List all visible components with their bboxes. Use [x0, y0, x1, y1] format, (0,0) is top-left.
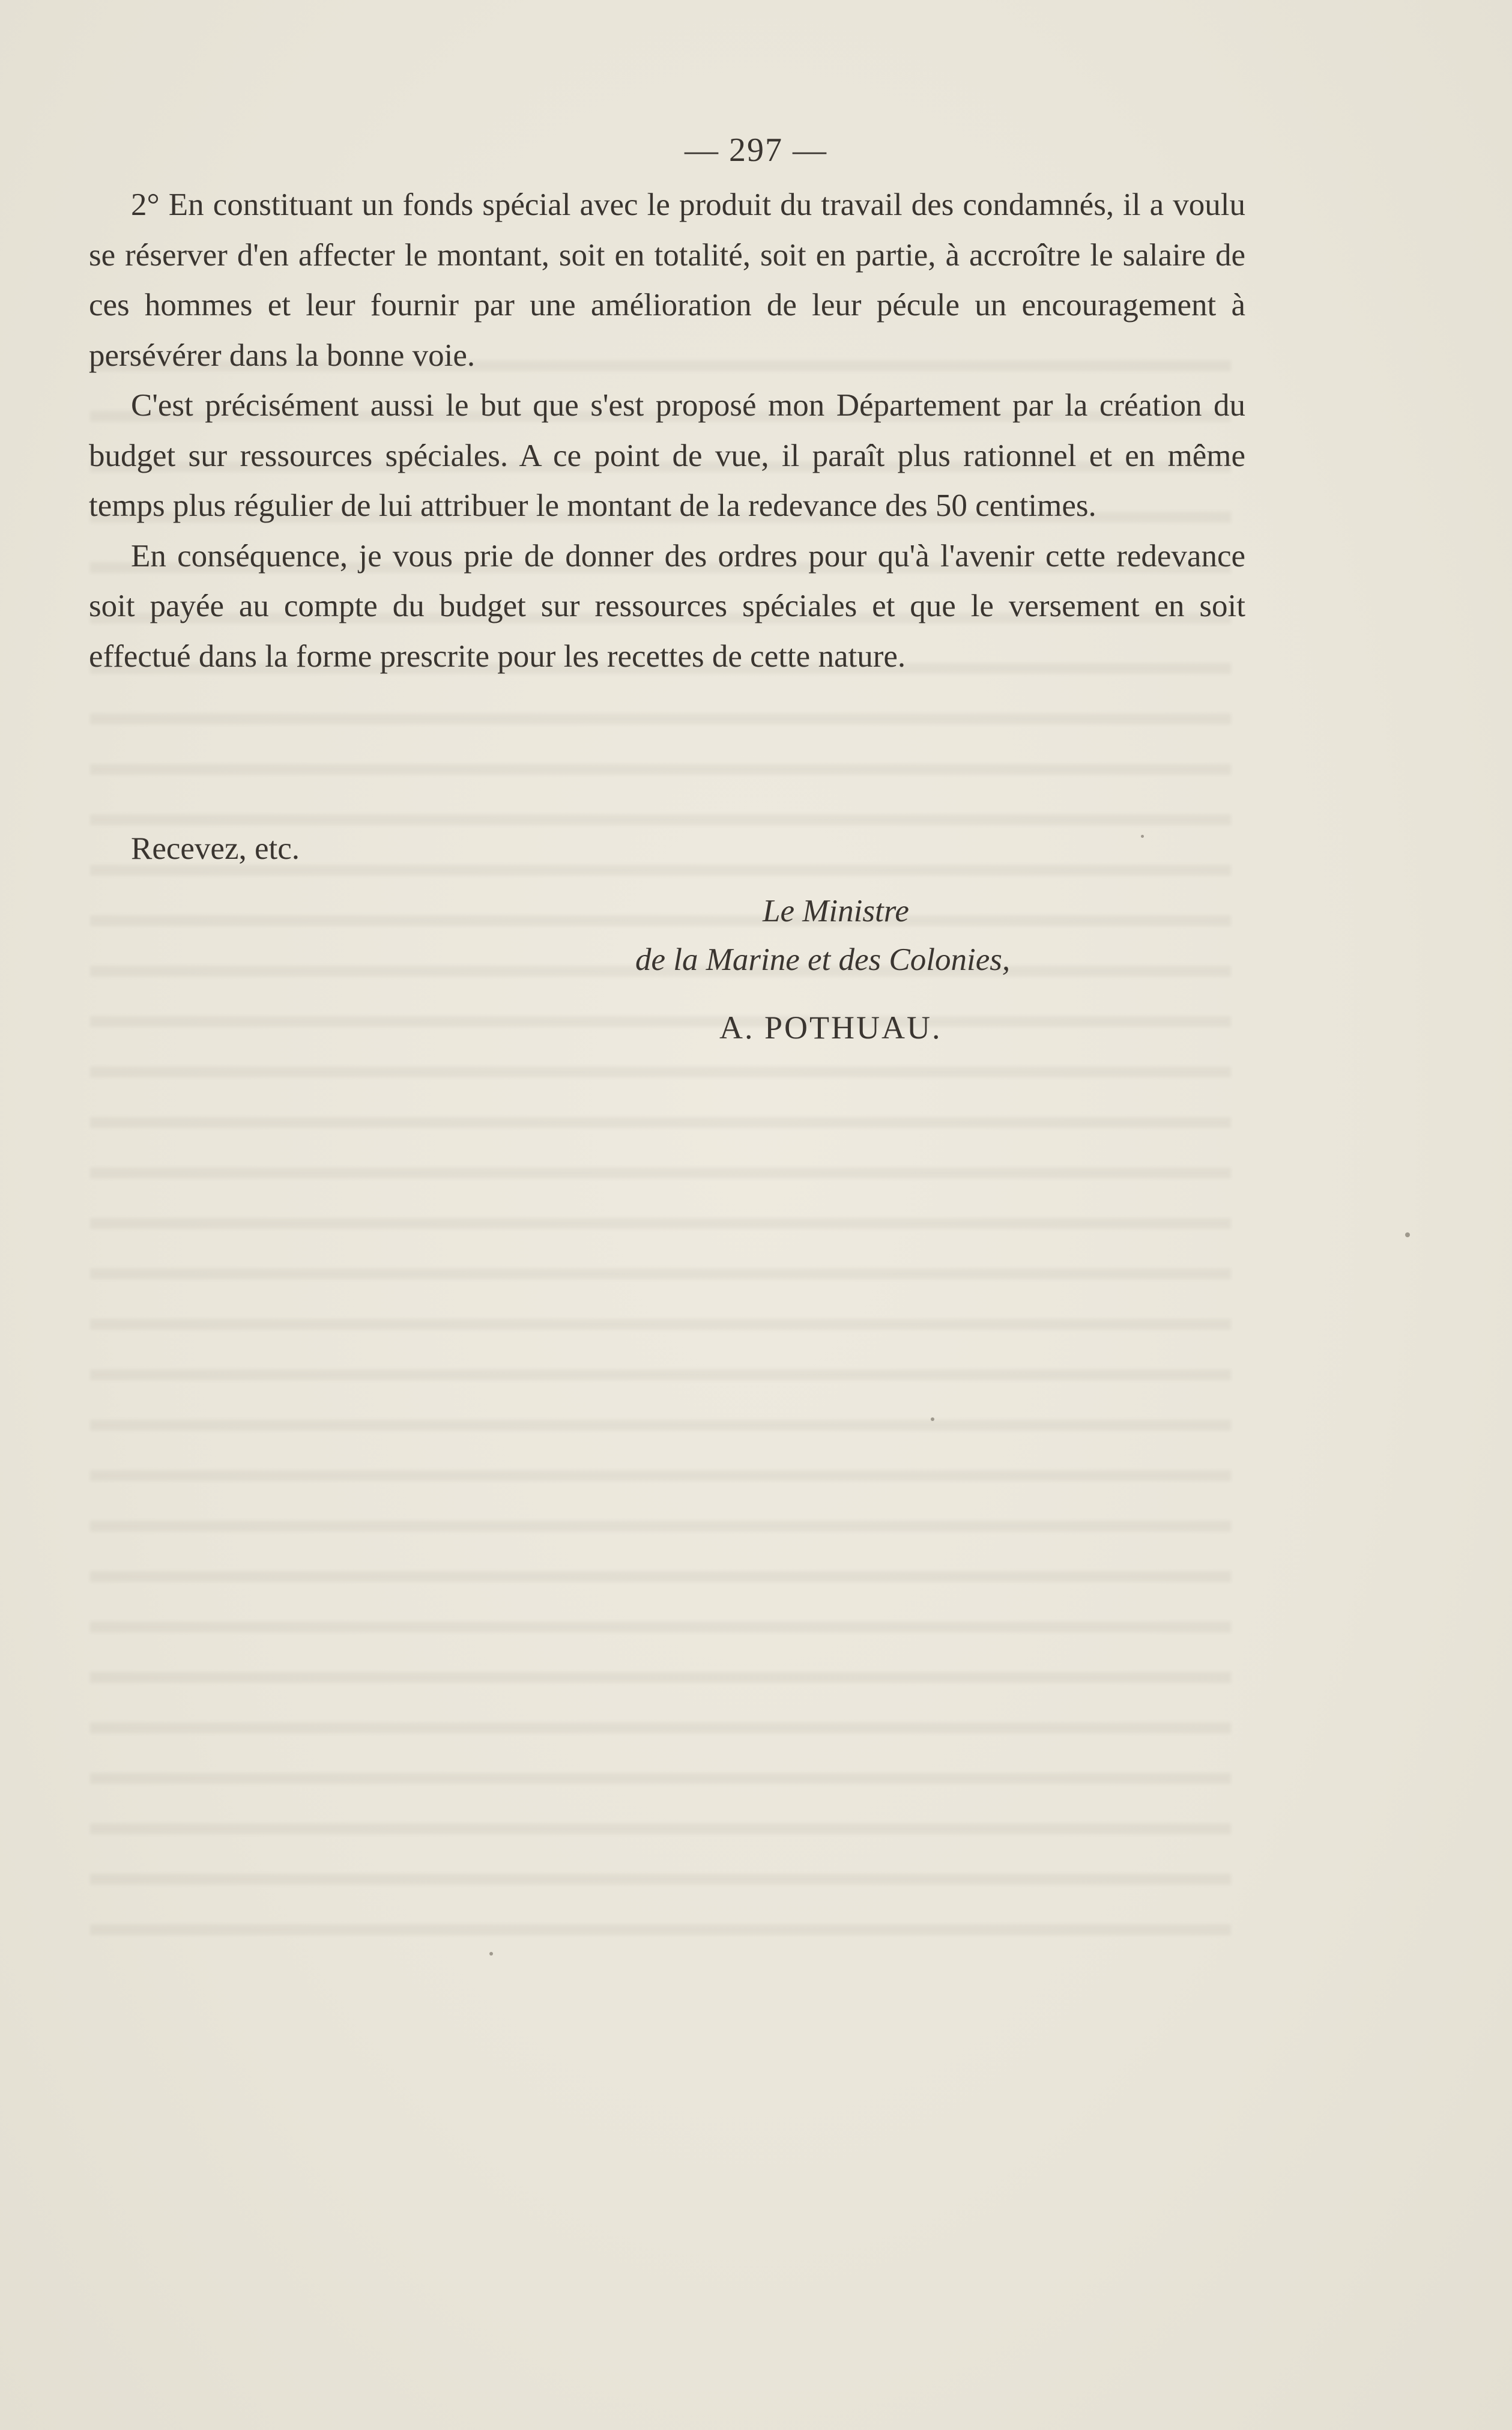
- signature-name: A. POTHUAU.: [719, 1010, 942, 1046]
- paragraph-2: C'est précisément aussi le but que s'est proposé mon Département par la création du budget sur ressources spéciales. A ce point de vue, il paraît plus rationnel et en même temps plus régulier de lui attribuer le montant de la redevance des 50 centimes.: [89, 388, 1245, 523]
- paper-speck: [1405, 1232, 1410, 1237]
- paragraph-1: 2° En constituant un fonds spécial avec le produit du travail des condamnés, il a voulu se réserver d'en affecter le montant, soit en totalité, soit en partie, à accroître le salaire de ces hommes et leur fournir par une amélioration de leur pécule un encouragement à persévérer dans la bonne voie.: [89, 187, 1245, 373]
- closing-formula: Recevez, etc.: [131, 831, 300, 866]
- paragraph-3: En conséquence, je vous prie de donner des ordres pour qu'à l'avenir cette redevance soit payée au compte du budget sur ressources spéciales et que le versement en soit effectué dans la forme prescrite pour les recettes de cette nature.: [89, 538, 1245, 674]
- paper-speck: [489, 1952, 493, 1956]
- signature-title-line-1: Le Ministre: [763, 894, 909, 929]
- body-text: [89, 180, 1245, 682]
- paper-speck: [931, 1417, 934, 1421]
- paper-speck: [1141, 835, 1144, 838]
- signature-title-line-2: de la Marine et des Colonies,: [635, 942, 1011, 977]
- page-number: — 297 —: [685, 132, 827, 169]
